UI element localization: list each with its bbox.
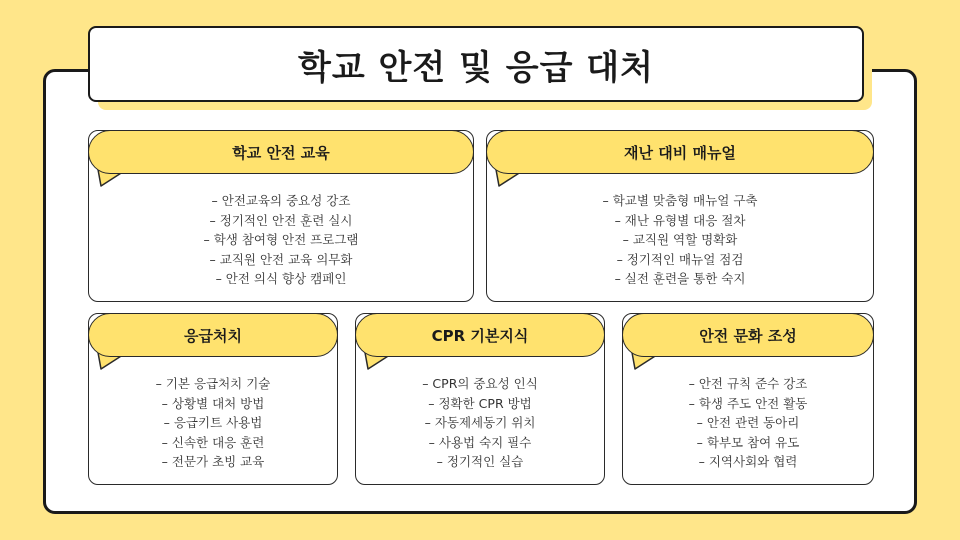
card-list (356, 374, 604, 472)
card-safety-culture (622, 313, 874, 485)
card-header (88, 313, 338, 357)
card-title: 응급처치 (184, 326, 242, 345)
card-header (88, 130, 474, 174)
card-cpr-basics (355, 313, 605, 485)
list-item: – 학생 주도 안전 활동 (688, 395, 808, 411)
list-item: – 재난 유형별 대응 절차 (614, 212, 746, 228)
list-item: – CPR의 중요성 인식 (422, 376, 538, 391)
list-item: – 안전 관련 동아리 (696, 415, 800, 430)
list-item: – 학교별 맞춤형 매뉴얼 구축 (602, 193, 758, 208)
list-item: – 자동제세동기 위치 (424, 415, 536, 430)
list-item: – 정확한 CPR 방법 (428, 395, 532, 411)
list-item: – 지역사회와 협력 (698, 454, 798, 469)
list-item: – 응급키트 사용법 (163, 415, 263, 430)
list-item: – 학부모 참여 유도 (696, 434, 800, 450)
card-safety-education (88, 130, 474, 302)
list-item: – 안전 규칙 준수 강조 (688, 376, 808, 391)
card-title: 안전 문화 조성 (699, 326, 797, 345)
card-header (355, 313, 605, 357)
list-item: – 정기적인 매뉴얼 점검 (616, 251, 744, 267)
card-list (89, 191, 473, 289)
list-item: – 상황별 대처 방법 (161, 395, 265, 411)
card-header (486, 130, 874, 174)
list-item: – 교직원 안전 교육 의무화 (209, 251, 353, 267)
list-item: – 안전 의식 향상 캠페인 (215, 271, 347, 286)
card-title: 재난 대비 매뉴얼 (624, 143, 736, 162)
card-disaster-manual (486, 130, 874, 302)
list-item: – 실전 훈련을 통한 숙지 (614, 271, 746, 286)
list-item: – 학생 참여형 안전 프로그램 (203, 232, 359, 247)
card-list (487, 191, 873, 289)
list-item: – 전문가 초빙 교육 (161, 454, 265, 469)
list-item: – 기본 응급처치 기술 (155, 376, 271, 391)
page-title: 학교 안전 및 응급 대처 (298, 47, 654, 88)
card-header (622, 313, 874, 357)
card-list (623, 374, 873, 472)
title-box (88, 26, 864, 102)
list-item: – 정기적인 실습 (436, 454, 524, 469)
list-item: – 사용법 숙지 필수 (428, 434, 532, 450)
card-title: 학교 안전 교육 (232, 143, 330, 162)
list-item: – 교직원 역할 명확화 (622, 232, 738, 247)
card-first-aid (88, 313, 338, 485)
list-item: – 신속한 대응 훈련 (161, 434, 265, 450)
list-item: – 정기적인 안전 훈련 실시 (209, 212, 353, 228)
card-title: CPR 기본지식 (431, 326, 529, 345)
card-list (89, 374, 337, 472)
list-item: – 안전교육의 중요성 강조 (211, 193, 351, 208)
